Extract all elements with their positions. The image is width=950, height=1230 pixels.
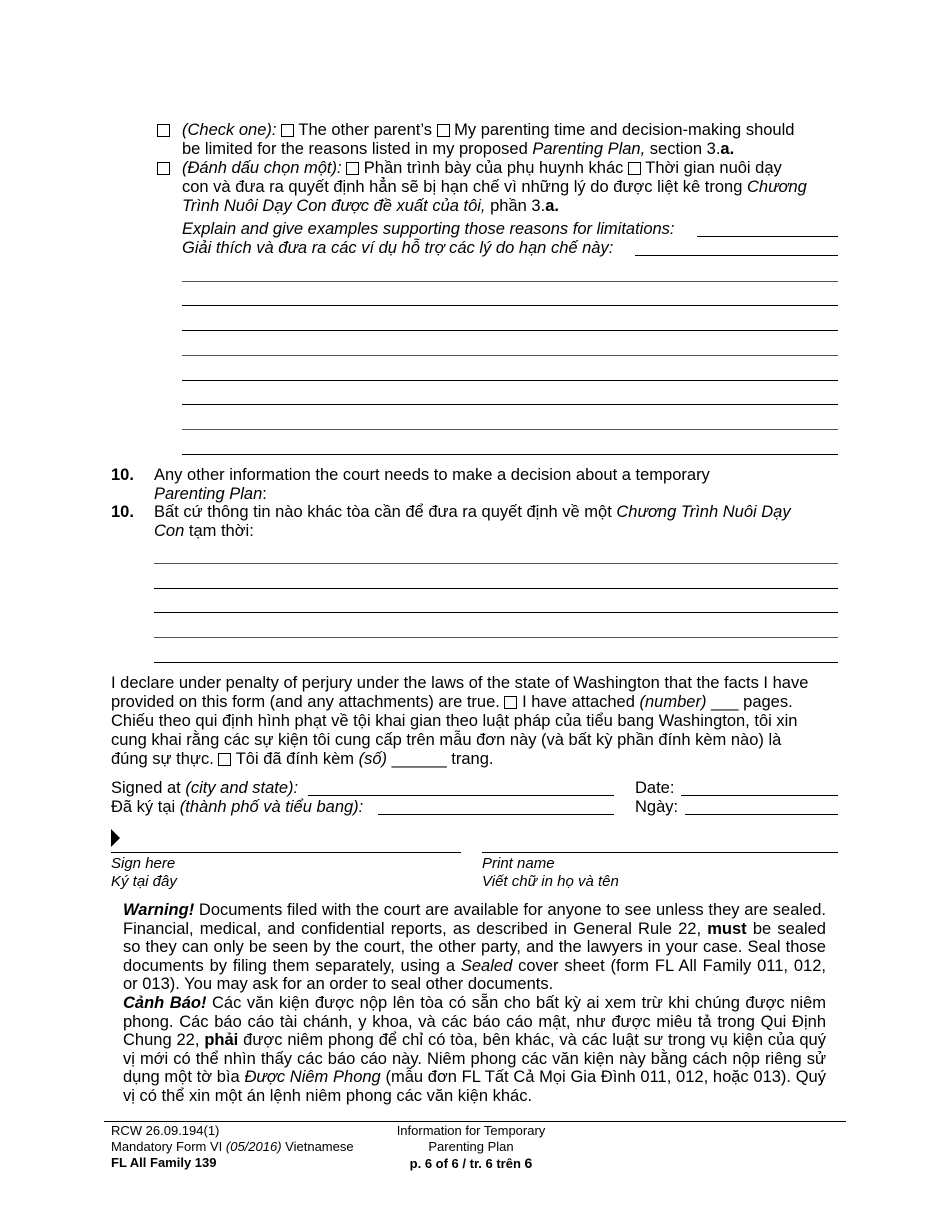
section-10-text-vi: Bất cứ thông tin nào khác tòa cần để đưa ra quyết định về một	[154, 503, 612, 521]
date-vi: Ngày:	[635, 798, 679, 816]
declaration	[111, 674, 851, 769]
signed-at-label-vi: Đã ký tại	[111, 798, 176, 816]
other-parent-checkbox-vi[interactable]	[346, 162, 359, 175]
sign-here-vi: Ký tại đây	[111, 873, 177, 890]
city-state-hint: (city and state):	[185, 779, 299, 797]
explain-write-line[interactable]	[182, 330, 838, 331]
signature-line[interactable]	[111, 852, 461, 853]
print-name-vi: Viết chữ in họ và tên	[482, 873, 619, 890]
print-name-en: Print name	[482, 855, 555, 872]
explain-write-line[interactable]	[182, 281, 838, 282]
other-parent-checkbox[interactable]	[281, 124, 294, 137]
colon: :	[262, 485, 267, 503]
pages-label-vi: trang.	[451, 750, 494, 768]
info-write-line[interactable]	[154, 563, 838, 564]
warning-must: must	[707, 919, 747, 938]
parenting-plan-ref-10-vi-a: Chương Trình Nuôi Dạy	[616, 503, 791, 521]
number-hint-vi: (số)	[358, 750, 388, 768]
explain-label-vi: Giải thích và đưa ra các ví dụ hỗ trợ các lý do hạn chế này:	[182, 239, 614, 257]
limit-reason-text: be limited for the reasons listed in my proposed	[182, 140, 528, 158]
attached-checkbox-vi[interactable]	[218, 753, 231, 766]
limit-option-vi	[155, 159, 855, 216]
footer-title-2: Parenting Plan	[428, 1139, 514, 1154]
declaration-vi-2: cung khai rằng các sự kiện tôi cung cấp trên mẫu đơn này (và bất kỳ phần đính kèm nào) là	[111, 731, 782, 749]
explain-write-line[interactable]	[182, 305, 838, 306]
footer-form-date: (05/2016)	[225, 1139, 282, 1154]
footer-mandatory: Mandatory Form VI	[111, 1139, 223, 1154]
my-time-label: My parenting time and decision-making should	[454, 121, 795, 139]
parenting-plan-ref-vi-a: Chương	[746, 178, 807, 196]
sealed-ref-vi: Được Niêm Phong	[244, 1068, 381, 1087]
explain-label-en: Explain and give examples supporting those reasons for limitations:	[182, 220, 675, 238]
warning-text-1: Documents filed with the court are available for anyone to see unless they are sealed. Financial, medical, and confidential reports, as described in General Rule 22,	[123, 901, 826, 938]
section-10-en	[111, 466, 841, 504]
limit-option-en-checkbox[interactable]	[157, 124, 170, 137]
warning-label: Warning!	[123, 901, 195, 919]
signed-at-label: Signed at	[111, 779, 181, 797]
warning-text-3: cover sheet (form FL All Family 011, 012, or 013). You may ask for an order to seal other documents.	[123, 956, 826, 994]
limit-option-vi-checkbox[interactable]	[157, 162, 170, 175]
warning-text-vi-3: (mẫu đơn FL Tất Cả Mọi Gia Đình 011, 012, hoặc 013). Quý vị có thể xin một án lệnh niêm phong các văn kiện khác.	[123, 1068, 826, 1105]
signed-at-vi	[111, 798, 363, 817]
my-time-checkbox[interactable]	[437, 124, 450, 137]
section-ref: section 3.	[649, 140, 721, 158]
explain-write-line[interactable]	[182, 380, 838, 381]
explain-write-line[interactable]	[182, 355, 838, 356]
warning-text-2: be sealed so they can only be seen by the court, the other party, and the lawyers in your case. Seal those documents by filing them separately, using a	[123, 919, 826, 975]
footer-rcw: RCW 26.09.194(1)	[111, 1123, 220, 1138]
info-write-line[interactable]	[154, 612, 838, 613]
attached-label-vi: Tôi đã đính kèm	[235, 750, 355, 768]
footer-divider	[104, 1121, 846, 1122]
footer-page-label: p. 6 of 6 / tr. 6 trên	[409, 1156, 521, 1171]
declaration-en-1: I declare under penalty of perjury under the laws of the state of Washington that the facts I have	[111, 674, 809, 692]
limit-option-en	[155, 121, 855, 159]
warning-label-vi: Cảnh Báo!	[123, 993, 207, 1012]
declaration-en-2: provided on this form (and any attachments) are true.	[111, 693, 500, 711]
other-parent-label: The other parent’s	[298, 121, 432, 139]
declaration-vi-1: Chiếu theo qui định hình phạt về tội khai gian theo luật pháp của tiểu bang Washington, tôi xin	[111, 712, 798, 730]
parenting-plan-ref-10-vi-b: Con	[154, 522, 185, 540]
explain-vi	[182, 239, 613, 258]
parenting-plan-ref: Parenting Plan,	[532, 140, 646, 158]
date-en: Date:	[635, 779, 675, 797]
my-time-checkbox-vi[interactable]	[628, 162, 641, 175]
check-one-label: (Check one):	[182, 121, 277, 139]
limit-reason-text-vi: con và đưa ra quyết định hẳn sẽ bị hạn chế vì những lý do được liệt kê trong	[182, 178, 743, 196]
section-ref-vi: phần 3.	[490, 197, 546, 215]
section-letter-vi: a.	[545, 197, 559, 215]
footer-left	[111, 1123, 354, 1171]
explain-write-line[interactable]	[182, 404, 838, 405]
attached-checkbox[interactable]	[504, 696, 517, 709]
city-state-hint-vi: (thành phố và tiểu bang):	[179, 798, 364, 816]
info-write-line[interactable]	[154, 662, 838, 663]
my-time-label-vi: Thời gian nuôi dạy	[645, 159, 782, 177]
sealed-ref: Sealed	[460, 956, 513, 975]
date-field-vi[interactable]	[685, 814, 838, 815]
warning-block	[123, 901, 826, 1106]
explain-write-line[interactable]	[182, 454, 838, 455]
signed-at-field[interactable]	[308, 795, 614, 796]
section-10-vi	[111, 503, 841, 541]
section-10-text-vi-2: tạm thời:	[188, 522, 254, 540]
check-one-label-vi: (Đánh dấu chọn một):	[182, 159, 342, 177]
section-letter: a.	[720, 140, 735, 158]
warning-text-vi-2: được niêm phong để chỉ có tòa, bên khác, và các luật sư trong vụ kiện của quý vị mới có thể nhìn thấy các báo cáo này. Niêm phong các văn kiện này bằng cách nộp riêng sử dụng một tờ bìa	[123, 1031, 826, 1087]
attached-label: I have attached	[522, 693, 635, 711]
signed-at-en	[111, 779, 298, 798]
footer-language: Vietnamese	[285, 1139, 354, 1154]
parenting-plan-ref-10: Parenting Plan	[154, 485, 263, 503]
warning-text-vi-1: Các văn kiện được nộp lên tòa có sẵn cho bất kỳ ai xem trừ khi chúng được niêm phong. Các báo cáo tài chánh, y khoa, và các báo cáo mật, như được miêu tả trong Qui Định Chung 22,	[123, 993, 827, 1050]
pages-count-field[interactable]: ___	[711, 693, 739, 711]
print-name-line[interactable]	[482, 852, 838, 853]
explain-en-field[interactable]	[697, 236, 838, 237]
footer-center	[371, 1123, 571, 1172]
number-hint: (number)	[639, 693, 707, 711]
explain-vi-field[interactable]	[635, 255, 838, 256]
section-number-vi: 10.	[111, 503, 134, 521]
explain-en	[182, 220, 675, 239]
parenting-plan-ref-vi-b: Trình Nuôi Dạy Con được đề xuất của tôi,	[182, 197, 486, 215]
sign-here-en: Sign here	[111, 855, 176, 872]
other-parent-label-vi: Phần trình bày của phụ huynh khác	[363, 159, 624, 177]
sign-arrow-icon	[111, 829, 121, 849]
date-field[interactable]	[681, 795, 838, 796]
print-name-label	[482, 855, 619, 891]
footer-page-num: 6	[524, 1155, 533, 1171]
info-write-line[interactable]	[154, 637, 838, 638]
sign-here-label	[111, 855, 177, 891]
footer-title-1: Information for Temporary	[396, 1123, 546, 1138]
warning-must-vi: phải	[204, 1031, 239, 1050]
declaration-vi-3: đúng sự thực.	[111, 750, 214, 768]
signed-at-field-vi[interactable]	[378, 814, 614, 815]
info-write-line[interactable]	[154, 588, 838, 589]
section-10-text-en: Any other information the court needs to make a decision about a temporary	[154, 466, 710, 484]
footer-form-id: FL All Family 139	[111, 1155, 217, 1170]
explain-write-line[interactable]	[182, 429, 838, 430]
section-number: 10.	[111, 466, 134, 484]
pages-count-field-vi[interactable]: ______	[391, 750, 447, 768]
pages-label: pages.	[743, 693, 793, 711]
